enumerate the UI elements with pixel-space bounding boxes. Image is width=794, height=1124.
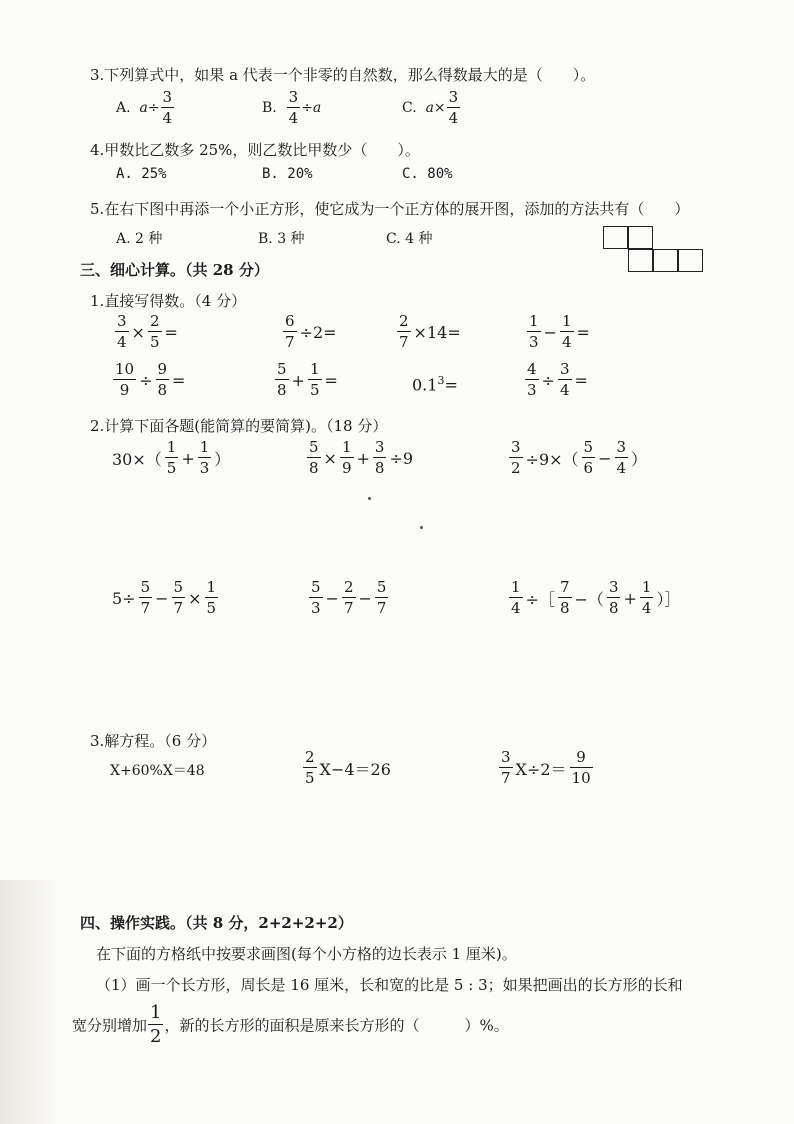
question-5-option-a[interactable]: A. 2 种	[116, 231, 163, 247]
fraction: $\frac{6}{7}$	[285, 312, 295, 351]
calc-expression-3[interactable]: $\frac{3}{2}$ ÷9×（ $\frac{5}{6}$ − $\frac{3}{4}$ ）	[511, 438, 648, 477]
fraction: $\frac{1}{9}$	[341, 438, 352, 477]
fraction: $\frac{3}{8}$	[608, 578, 619, 617]
fraction: $\frac{5}{8}$	[277, 360, 287, 399]
fraction: $\frac{2}{7}$	[343, 578, 354, 617]
fraction: $\frac{3}{4}$	[117, 312, 127, 351]
fraction: $\frac{10}{9}$	[115, 360, 135, 399]
equation-3[interactable]: $\frac{3}{7}$ X÷2＝ $\frac{9}{10}$	[501, 748, 591, 787]
fraction: $\frac{1}{2}$	[150, 1002, 162, 1047]
fraction: $\frac{4}{3}$	[527, 360, 537, 399]
fraction: $\frac{3}{4}$	[616, 438, 627, 477]
section-4-intro: 在下面的方格纸中按要求画图(每个小方格的边长表示 1 厘米)。	[96, 945, 517, 963]
fraction: $\frac{3}{4}$	[162, 88, 173, 127]
calc-item[interactable]: $\frac{6}{7}$ ÷2=	[285, 312, 337, 351]
question-5-option-c[interactable]: C. 4 种	[386, 231, 433, 247]
fraction: $\frac{3}{2}$	[511, 438, 521, 477]
fraction: $\frac{1}{5}$	[309, 360, 320, 399]
scan-speck	[368, 497, 371, 500]
equation-1[interactable]: X+60%X＝48	[110, 763, 205, 779]
net-square	[603, 226, 628, 249]
fraction: $\frac{1}{3}$	[529, 312, 539, 351]
fraction: $\frac{2}{5}$	[149, 312, 160, 351]
question-4-option-a[interactable]: A. 25%	[116, 166, 167, 182]
question-4-option-c[interactable]: C. 80%	[402, 166, 453, 182]
fraction: $\frac{5}{3}$	[311, 578, 321, 617]
fraction: $\frac{1}{5}$	[166, 438, 177, 477]
equation-2[interactable]: $\frac{2}{5}$ X−4＝26	[305, 748, 391, 787]
fraction: $\frac{2}{5}$	[305, 748, 315, 787]
part-3-title: 3.解方程。（6 分）	[90, 732, 217, 750]
part-2-title: 2.计算下面各题(能简算的要简算)。（18 分）	[90, 417, 388, 435]
fraction: $\frac{3}{7}$	[501, 748, 511, 787]
scan-speck	[420, 526, 423, 529]
calc-expression-4[interactable]: 5÷ $\frac{5}{7}$ − $\frac{5}{7}$ × $\frac{1}{5}$	[112, 578, 217, 617]
net-square	[628, 249, 653, 272]
fraction: $\frac{1}{3}$	[199, 438, 210, 477]
section-4-question-1-line-1: （1）画一个长方形，周长是 16 厘米，长和宽的比是 5 : 3；如果把画出的长方形的长和	[96, 976, 683, 994]
part-1-title: 1.直接写得数。（4 分）	[90, 292, 247, 310]
fraction: $\frac{5}{8}$	[309, 438, 319, 477]
question-4-stem: 4.甲数比乙数多 25%，则乙数比甲数少（ ）。	[90, 141, 420, 159]
calc-item[interactable]: $0.1^3=$	[412, 374, 458, 395]
question-3-option-c[interactable]: C. a× $\frac{3}{4}$	[402, 88, 459, 127]
calc-item[interactable]: $\frac{3}{4}$ × $\frac{2}{5}$ =	[117, 312, 178, 351]
fraction: $\frac{3}{4}$	[559, 360, 570, 399]
calc-item[interactable]: $\frac{5}{8}$ + $\frac{1}{5}$ =	[277, 360, 338, 399]
fraction: $\frac{3}{8}$	[374, 438, 385, 477]
calc-expression-6[interactable]: $\frac{1}{4}$ ÷［ $\frac{7}{8}$ −（ $\frac{3}{8}$ + $\frac{1}{4}$ ）］	[511, 578, 681, 617]
fraction: $\frac{5}{6}$	[583, 438, 594, 477]
question-4-option-b[interactable]: B. 20%	[262, 166, 313, 182]
question-5-option-b[interactable]: B. 3 种	[258, 231, 305, 247]
question-5-stem: 5.在右下图中再添一个小正方形，使它成为一个正方体的展开图，添加的方法共有（ ）	[90, 200, 690, 218]
net-square	[678, 249, 703, 272]
question-3-option-a[interactable]: A. a÷ $\frac{3}{4}$	[116, 88, 173, 127]
net-square	[628, 226, 653, 249]
fraction: $\frac{1}{5}$	[206, 578, 217, 617]
calc-item[interactable]: $\frac{4}{3}$ ÷ $\frac{3}{4}$ =	[527, 360, 588, 399]
fraction: $\frac{3}{4}$	[448, 88, 459, 127]
section-3-title: 三、细心计算。（共 28 分）	[80, 261, 269, 279]
fraction: $\frac{5}{7}$	[173, 578, 184, 617]
calc-item[interactable]: $\frac{10}{9}$ ÷ $\frac{9}{8}$ =	[115, 360, 186, 399]
fraction: $\frac{1}{4}$	[641, 578, 652, 617]
fraction: $\frac{2}{7}$	[399, 312, 409, 351]
calc-expression-5[interactable]: $\frac{5}{3}$ − $\frac{2}{7}$ − $\frac{5}{7}$	[311, 578, 387, 617]
fraction: $\frac{7}{8}$	[559, 578, 570, 617]
fraction: $\frac{9}{8}$	[157, 360, 168, 399]
section-4-question-1-line-2: 宽分别增加 $\frac{1}{2}$ ，新的长方形的面积是原来长方形的（ ）%。	[72, 1002, 509, 1047]
calc-expression-2[interactable]: $\frac{5}{8}$ × $\frac{1}{9}$ + $\frac{3}{8}$ ÷9	[309, 438, 414, 477]
section-4-title: 四、操作实践。（共 8 分，2+2+2+2）	[80, 914, 353, 932]
question-3-option-b[interactable]: B. $\frac{3}{4}$ ÷a	[262, 88, 322, 127]
scan-shading	[0, 880, 60, 1124]
calc-item[interactable]: $\frac{2}{7}$ ×14=	[399, 312, 461, 351]
net-square	[653, 249, 678, 272]
calc-expression-1[interactable]: 30×（ $\frac{1}{5}$ + $\frac{1}{3}$ ）	[112, 438, 231, 477]
question-3-stem: 3.下列算式中，如果 a 代表一个非零的自然数，那么得数最大的是（ ）。	[90, 66, 596, 84]
fraction: $\frac{9}{10}$	[571, 748, 591, 787]
calc-item[interactable]: $\frac{1}{3}$ − $\frac{1}{4}$ =	[529, 312, 590, 351]
fraction: $\frac{1}{4}$	[561, 312, 572, 351]
fraction: $\frac{1}{4}$	[511, 578, 521, 617]
fraction: $\frac{3}{4}$	[288, 88, 299, 127]
fraction: $\frac{5}{7}$	[376, 578, 387, 617]
fraction: $\frac{5}{7}$	[140, 578, 151, 617]
